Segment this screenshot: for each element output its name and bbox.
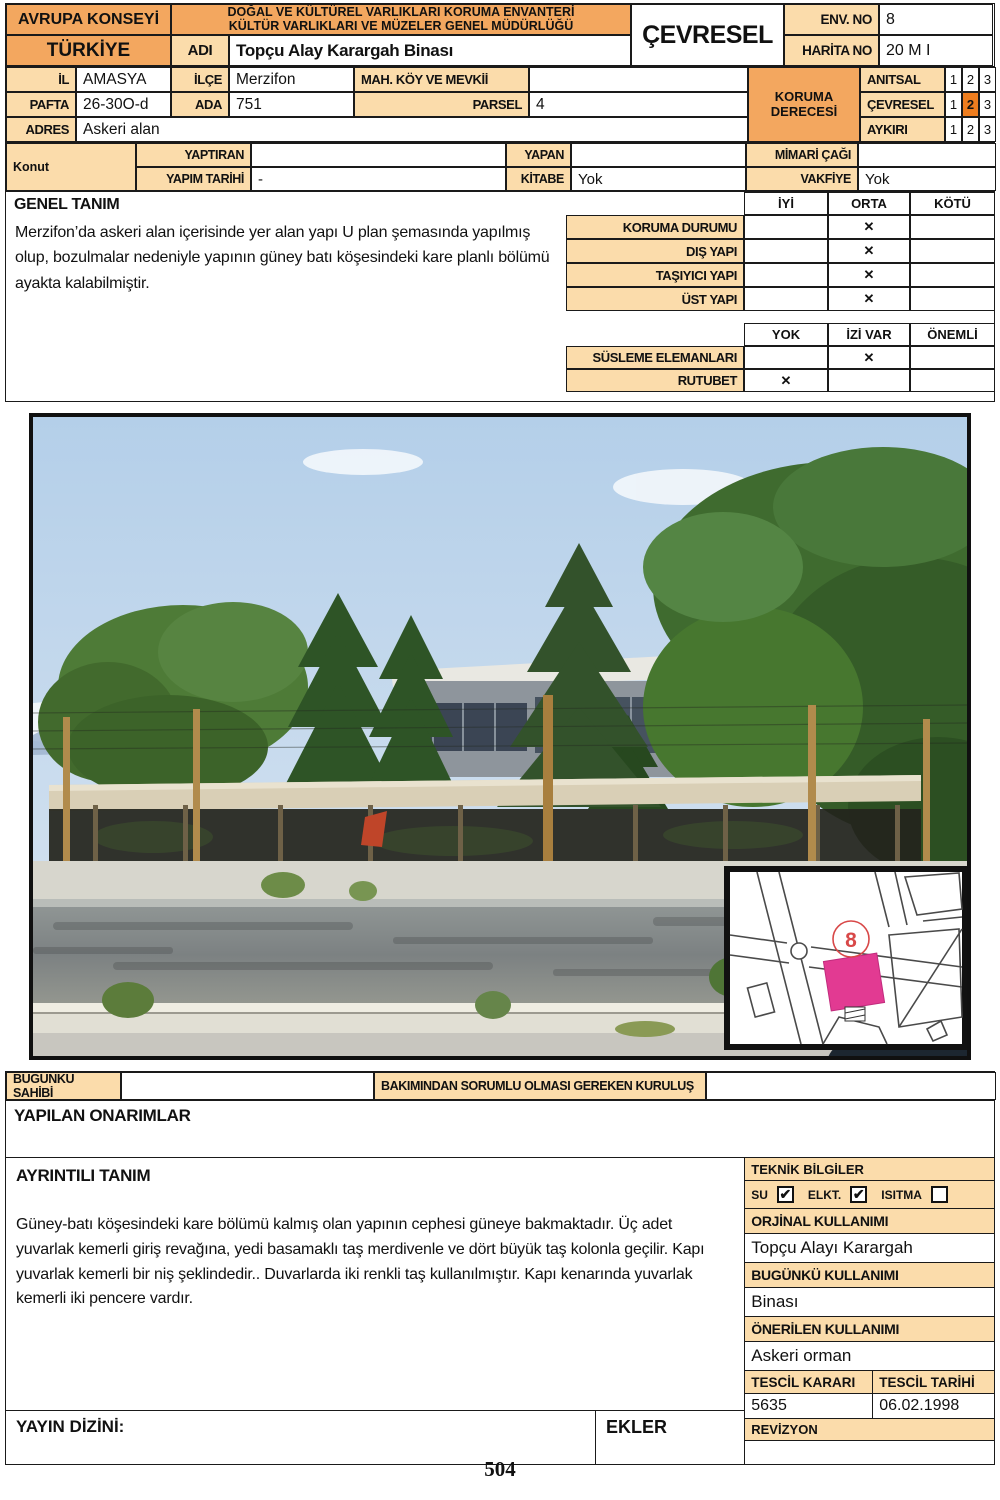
photo-scene bbox=[33, 417, 967, 1056]
map-roundabout bbox=[791, 943, 807, 959]
aykiri-3: 3 bbox=[979, 117, 996, 142]
aykiri-2: 2 bbox=[962, 117, 979, 142]
harita-no-value: 20 M I bbox=[879, 35, 993, 66]
adi-label: ADI bbox=[171, 35, 229, 66]
pres-header-yok: YOK bbox=[744, 323, 828, 346]
cevresel-3: 3 bbox=[979, 92, 996, 117]
tescil-karari-value: 5635 bbox=[745, 1394, 873, 1418]
su-checkbox: ✔ bbox=[777, 1186, 794, 1203]
map-marker-number: 8 bbox=[845, 929, 857, 952]
mah-label: MAH. KÖY VE MEVKİİ bbox=[354, 67, 529, 92]
cond-row-label: KORUMA DURUMU bbox=[566, 215, 744, 239]
build-info-section bbox=[5, 143, 995, 192]
ekler-label: EKLER bbox=[606, 1417, 668, 1437]
bakim-value bbox=[706, 1072, 996, 1100]
orjinal-kullanim-label: ORJİNAL KULLANIMI bbox=[745, 1209, 994, 1234]
canopy-shelter bbox=[49, 775, 921, 865]
koruma-derecesi-label: KORUMA DERECESİ bbox=[748, 67, 860, 142]
cond-mark: ✕ bbox=[828, 215, 910, 239]
cond-mark bbox=[744, 239, 828, 263]
onerilen-kullanim-label: ÖNERİLEN KULLANIMI bbox=[745, 1317, 994, 1342]
ilce-value: Merzifon bbox=[229, 67, 354, 92]
cond-mark bbox=[910, 215, 995, 239]
ayrintili-tanim-section bbox=[6, 1158, 744, 1411]
anitsal-1: 1 bbox=[945, 67, 962, 92]
cond-mark bbox=[910, 239, 995, 263]
pres-header-izivar: İZİ VAR bbox=[828, 323, 910, 346]
building-name: Topçu Alay Karargah Binası bbox=[229, 35, 631, 66]
yaptiran-value bbox=[251, 143, 506, 167]
yapim-tarihi-label: YAPIM TARİHİ bbox=[136, 167, 251, 191]
doc-type: ÇEVRESEL bbox=[631, 4, 784, 66]
parsel-label: PARSEL bbox=[354, 92, 529, 117]
yaptiran-label: YAPTIRAN bbox=[136, 143, 251, 167]
cond-mark bbox=[744, 215, 828, 239]
vakfiye-value: Yok bbox=[858, 167, 996, 191]
org-name: AVRUPA KONSEYİ bbox=[6, 4, 171, 35]
presence-table bbox=[566, 323, 995, 392]
yapan-label: YAPAN bbox=[506, 143, 571, 167]
parsel-value: 4 bbox=[529, 92, 748, 117]
owner-section bbox=[5, 1071, 995, 1101]
pres-mark bbox=[910, 369, 995, 392]
kitabe-value: Yok bbox=[571, 167, 746, 191]
isitma-label: ISITMA bbox=[881, 1187, 922, 1202]
pres-mark bbox=[828, 369, 910, 392]
mimari-cagi-label: MİMARİ ÇAĞI bbox=[746, 143, 858, 167]
onarimlar-heading: YAPILAN ONARIMLAR bbox=[14, 1106, 191, 1125]
pres-header-onemli: ÖNEMLİ bbox=[910, 323, 995, 346]
cond-header-kotu: KÖTÜ bbox=[910, 192, 995, 215]
sahibi-value bbox=[121, 1072, 374, 1100]
isitma-checkbox bbox=[931, 1186, 948, 1203]
genel-tanim-section bbox=[5, 192, 995, 402]
pres-mark bbox=[744, 346, 828, 369]
tescil-karari-label: TESCİL KARARI bbox=[745, 1371, 873, 1393]
teknik-bilgiler-panel bbox=[745, 1158, 994, 1464]
mah-value bbox=[529, 67, 748, 92]
anitsal-3: 3 bbox=[979, 67, 996, 92]
cond-header-iyi: İYİ bbox=[744, 192, 828, 215]
kitabe-label: KİTABE bbox=[506, 167, 571, 191]
orjinal-kullanim-value: Topçu Alayı Karargah bbox=[745, 1234, 994, 1263]
cevresel-1: 1 bbox=[945, 92, 962, 117]
cond-mark bbox=[910, 263, 995, 287]
ilce-label: İLÇE bbox=[171, 67, 229, 92]
map-building-highlight bbox=[823, 953, 884, 1011]
env-no-label: ENV. NO bbox=[784, 4, 879, 35]
map-hatch-box bbox=[845, 1007, 865, 1021]
form-title-line1: DOĞAL VE KÜLTÜREL VARLIKLARI KORUMA ENVANTERİ bbox=[227, 4, 575, 19]
bugunku-kullanim-label: BUGÜNKÜ KULLANIMI bbox=[745, 1263, 994, 1288]
yapan-value bbox=[571, 143, 746, 167]
env-no-value: 8 bbox=[879, 4, 993, 35]
cond-mark: ✕ bbox=[828, 263, 910, 287]
form-title-line2: KÜLTÜR VARLIKLARI VE MÜZELER GENEL MÜDÜRLÜĞÜ bbox=[228, 18, 574, 33]
bugunku-kullanim-value: Binası bbox=[745, 1288, 994, 1317]
aykiri-label: AYKIRI bbox=[860, 117, 945, 142]
ada-value: 751 bbox=[229, 92, 354, 117]
tescil-tarihi-value: 06.02.1998 bbox=[879, 1397, 960, 1414]
cevresel-2-selected: 2 bbox=[962, 92, 979, 117]
pres-mark: ✕ bbox=[828, 346, 910, 369]
pres-mark: ✕ bbox=[744, 369, 828, 392]
cond-mark: ✕ bbox=[828, 239, 910, 263]
adres-label: ADRES bbox=[6, 117, 76, 142]
il-label: İL bbox=[6, 67, 76, 92]
ayrintili-text: Güney-batı köşesindeki kare bölümü kalmış olan yapının cephesi güneye bakmaktadır. Üç adet yuvarlak kemerli giriş revağına, yedi basamaklı taş merdivenle ve dört büyük taş kolonla geçilir. Kapı yuvarlak kemerli bir niş şeklindedir.. Duvarlarda iki renkli taş kullanılmıştır. Kapı kenarında yuvarlak kemerli iki pencere vardır. bbox=[16, 1216, 705, 1308]
cond-mark: ✕ bbox=[828, 287, 910, 311]
vakfiye-label: VAKFİYE bbox=[746, 167, 858, 191]
site-photograph bbox=[29, 413, 971, 1060]
page-number: 504 bbox=[484, 1457, 516, 1481]
onarimlar-section bbox=[5, 1101, 995, 1158]
genel-tanim-text: Merzifon’da askeri alan içerisinde yer alan yapı U plan şemasında yapılmış olup, bozulmalar nedeniyle yapının güney batı köşesindeki kare planlı bölümü ayakta kalabilmiştir. bbox=[15, 224, 550, 292]
genel-tanim-heading: GENEL TANIM bbox=[14, 196, 120, 213]
sahibi-label: BUGÜNKÜ SAHİBİ bbox=[6, 1072, 121, 1100]
ada-label: ADA bbox=[171, 92, 229, 117]
pres-mark bbox=[910, 346, 995, 369]
elkt-checkbox: ✔ bbox=[850, 1186, 867, 1203]
tescil-tarihi-label: TESCİL TARİHİ bbox=[879, 1374, 975, 1390]
il-value: AMASYA bbox=[76, 67, 171, 92]
utilities-row bbox=[745, 1181, 994, 1209]
form-header bbox=[5, 3, 995, 67]
inset-site-map bbox=[727, 869, 965, 1047]
pafta-value: 26-30O-d bbox=[76, 92, 171, 117]
teknik-heading: TEKNİK BİLGİLER bbox=[745, 1158, 994, 1181]
anitsal-label: ANITSAL bbox=[860, 67, 945, 92]
building-type: Konut bbox=[6, 143, 136, 191]
bottom-section bbox=[5, 1158, 995, 1465]
cond-mark bbox=[744, 263, 828, 287]
cond-row-label: DIŞ YAPI bbox=[566, 239, 744, 263]
aykiri-1: 1 bbox=[945, 117, 962, 142]
mimari-cagi-value bbox=[858, 143, 996, 167]
condition-table bbox=[566, 192, 995, 311]
ayrintili-heading: AYRINTILI TANIM bbox=[16, 1166, 151, 1185]
cond-row-label: ÜST YAPI bbox=[566, 287, 744, 311]
cond-mark bbox=[910, 287, 995, 311]
harita-no-label: HARİTA NO bbox=[784, 35, 879, 66]
cond-row-label: TAŞIYICI YAPI bbox=[566, 263, 744, 287]
pafta-label: PAFTA bbox=[6, 92, 76, 117]
onerilen-kullanim-value: Askeri orman bbox=[745, 1342, 994, 1371]
form-title bbox=[171, 4, 631, 35]
yapim-tarihi-value: - bbox=[251, 167, 506, 191]
bakim-label: BAKIMINDAN SORUMLU OLMASI GEREKEN KURULUŞ bbox=[374, 1072, 706, 1100]
elkt-label: ELKT. bbox=[807, 1187, 842, 1202]
country: TÜRKİYE bbox=[6, 35, 171, 66]
location-section bbox=[5, 67, 995, 143]
anitsal-2: 2 bbox=[962, 67, 979, 92]
pres-row-label: RUTUBET bbox=[566, 369, 744, 392]
su-label: SU bbox=[751, 1187, 768, 1202]
cond-header-orta: ORTA bbox=[828, 192, 910, 215]
adres-value: Askeri alan bbox=[76, 117, 748, 142]
pres-row-label: SÜSLEME ELEMANLARI bbox=[566, 346, 744, 369]
cond-mark bbox=[744, 287, 828, 311]
revizyon-label: REVİZYON bbox=[745, 1419, 994, 1441]
yayin-dizini-label: YAYIN DİZİNİ: bbox=[6, 1411, 596, 1464]
cevresel-degree-label: ÇEVRESEL bbox=[860, 92, 945, 117]
